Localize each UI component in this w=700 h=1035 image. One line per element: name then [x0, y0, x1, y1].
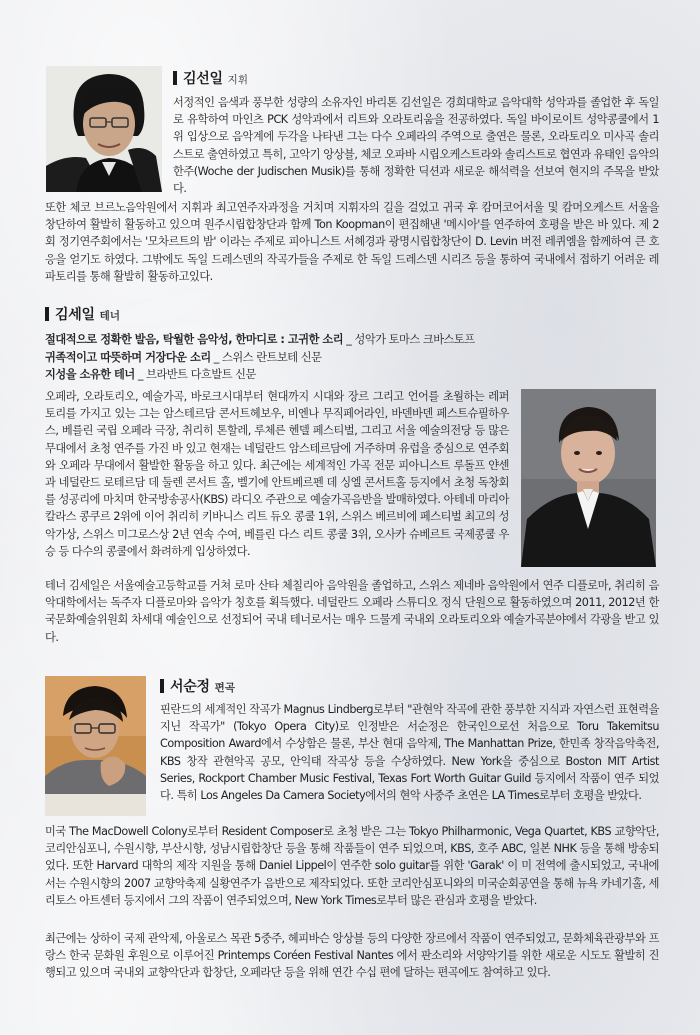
quote-text: 귀족적이고 따뜻하며 거장다운 소리: [45, 350, 211, 364]
person-name: 김세일: [55, 307, 95, 323]
section-heading-seo-soonjeong: [160, 676, 235, 696]
quote-text: 절대적으로 정확한 발음, 탁월한 음악성, 한마디로 : 고귀한 소리: [45, 333, 344, 346]
press-quote: [45, 331, 475, 349]
composer-photo: [45, 676, 146, 816]
bio-body: 테너 김세일은 서울예술고등학교를 거쳐 로마 산타 체칠리아 음악원을 졸업하고, 스위스 제네바 음악원에서 연주 디플로마, 취리히 음악대학에서는 독주자 디플로마와 음악가 칭호를 획득했다. 네덜란드 오페라 스튜디오 정식 단원으로 활동하였으며 2011, 2012년 한국문화예술위원회 차세대 예술인으로 선정되어 국내 테너로서는 매우 드물게 국내외 오라토리오와 예술가곡분야에서 각광을 받고 있다.: [45, 579, 659, 644]
bio-body: 또한 체코 브르노음악원에서 지휘과 최고연주자과정을 거치며 지휘자의 길을 걸었고 귀국 후 캄머코어서울 및 캄머오케스트 서울을 창단하여 활발히 활동하고 있으며 원주시립합창단과 함께 Ton Koopman이 편집해낸 '메시아'를 연주하여 호평을 받은 바 있다. 제 2회 정기연주회에서는 '모차르트의 밤' 이라는 주제로 피아니스트 서혜경과 광명시립합창단이 D. Levin 버전 레퀴엠을 함께하여 큰 호응을 얻기도 하였다. 그밖에도 독일 드레스덴의 작곡가들을 주제로 한 독일 드레스덴 시리즈 등을 통하여 국내에서 접하기 어려운 레파토리를 통해 활발히 활동하고있다.: [45, 201, 659, 283]
heading-bar: [45, 307, 49, 321]
bio-intro: 오페라, 오라토리오, 예술가곡, 바로크시대부터 현대까지 시대와 장르 그리고 언어를 초월하는 레퍼토리를 가지고 있는 그는 암스테르담 콘서트헤보우, 비엔나 무직페어라인, 바덴바덴 페스트슈필하우스, 베를린 국립 오페라 극장, 취리히 톤할레, 루체른 헨델 페스티벌, 그리고 서울 예술의전당 등 많은 무대에서 초청 연주를 가진 바 있고 현재는 네덜란드 암스테르담에 거주하며 유럽을 중심으로 연주회와 오페라 무대에서 활발한 활동을 하고 있다. 최근에는 세계적인 가곡 전문 피아니스트 루돌프 얀센과 네덜란드 로테르담 데 둘렌 콘서트 홀, 벨기에 안트베르펜 데 싱엘 콘서트홀 등지에서 초청 독창회를 성공리에 마치며 한국방송공사(KBS) 라디오 주관으로 예술가곡음반을 발매하였다. 아테네 마리아 칼라스 콩쿠르 2위에 이어 취리히 키바니스 리트 듀오 콩쿨 1위, 스위스 베르비에 페스티벌 최고의 성악가상, 스위스 미그로스상 2년 연속 수여, 베를린 다스 리트 콩쿨 3위, 오사카 슈베르트 국제콩쿨 우승 등 다수의 콩쿨에서 화려하게 입상하였다.: [45, 390, 509, 558]
press-quote: [45, 349, 475, 367]
bio-body-2: 최근에는 상하이 국제 관악제, 아울로스 목관 5중주, 헤피바슨 앙상블 등의 다양한 장르에서 작품이 연주되었고, 문화체육관광부와 프랑스 한국 문화원 후원으로 이루어진 Printemps Coréen Festival Nantes 에서 판소리와 서양악기를 위한 새로운 시도도 활발히 진행되고 있으며 국내외 교향악단과 합창단, 오페라단 등을 위해 연간 수십 편에 달하는 편곡에도 참여하고 있다.: [45, 932, 659, 980]
person-role: 지휘: [227, 74, 248, 86]
heading-bar: [160, 679, 164, 693]
person-role: 편곡: [214, 682, 235, 694]
quote-source: _ 스위스 란트보테 신문: [210, 350, 322, 364]
press-quote: [45, 366, 475, 384]
heading-bar: [173, 71, 177, 85]
bio-intro: 핀란드의 세계적인 작곡가 Magnus Lindberg로부터 "관현악 작곡에 관한 풍부한 지식과 자연스런 표현력을 지닌 작곡가" (Tokyo Opera City)로 인정받은 서순정은 한국인으로선 처음으로 Toru Takemitsu Composition Award에서 수상함은 물론, 부산 현대 음악제, The Manhattan Prize, 한민족 창작음악축전, KBS 창작 관현악곡 공모, 안익태 작곡상 등을 수상하였다. New York을 중심으로 Boston MIT Artist Series, Rockport Chamber Music Festival, Texas Fort Worth Guitar Guild 등지에서 작품이 연주 되었다. 특히 Los Angeles Da Camera Society에서의 현악 사중주 초연은 LA Times로부터 호평을 받았다.: [160, 703, 659, 803]
bio-body: 미국 The MacDowell Colony로부터 Resident Composer로 초청 받은 그는 Tokyo Philharmonic, Vega Quartet, KBS 교향악단, 코리안심포니, 수원시향, 부산시향, 성남시립합창단 등을 통해 작품들이 연주 되었으며, KBS, 호주 ABC, 일본 NHK 등을 통해 방송되었다. 또한 Harvard 대학의 제작 지원을 통해 Daniel Lippel이 연주한 solo guitar를 위한 'Garak' 이 미 전역에 출시되었고, 국내에서는 수원시향의 2007 교향악축제 실황연주가 음반으로 제작되었다. 또한 코리안심포니와의 미국순회공연을 통해 뉴욕 카네기홀, 세리토스 아트센터 등지에서 그의 작품이 연주되었으며, New York Times로부터 많은 관심과 호평을 받았다.: [45, 825, 659, 907]
person-name: 김선일: [183, 71, 223, 87]
conductor-photo: [46, 66, 162, 192]
quote-text: 지성을 소유한 테너: [45, 368, 135, 381]
person-name: 서순정: [170, 679, 210, 695]
quote-source: _ 브라반트 다흐발트 신문: [134, 368, 256, 381]
section-heading-kim-seil: [45, 304, 120, 324]
quote-source: _ 성악가 토마스 크바스토프: [343, 333, 475, 346]
tenor-photo: [521, 389, 656, 567]
press-quotes: [45, 331, 475, 384]
person-role: 테너: [99, 310, 120, 322]
section-heading-kim-seonil: [173, 68, 248, 88]
bio-intro: 서정적인 음색과 풍부한 성량의 소유자인 바리톤 김선일은 경희대학교 음악대학 성악과를 졸업한 후 독일로 유학하여 마인츠 PCK 성악과에서 리트와 오라토리움을 전공하였다. 독일 바이로이트 성악콩쿨에서 1위 입상으로 음악계에 두각을 나타낸 그는 다수 오페라의 주역으로 출연은 물론, 오라토리오 미사곡 솔리스트로 출연하였고 특히, 고악기 앙상블, 체코 오파바 시립오케스트라와 솔리스트로 협연과 유태인 음악의 한주(Woche der Judischen Musik)를 통해 정확한 딕션과 새로운 해석력을 선보여 현지의 주목을 받았다.: [173, 96, 659, 196]
